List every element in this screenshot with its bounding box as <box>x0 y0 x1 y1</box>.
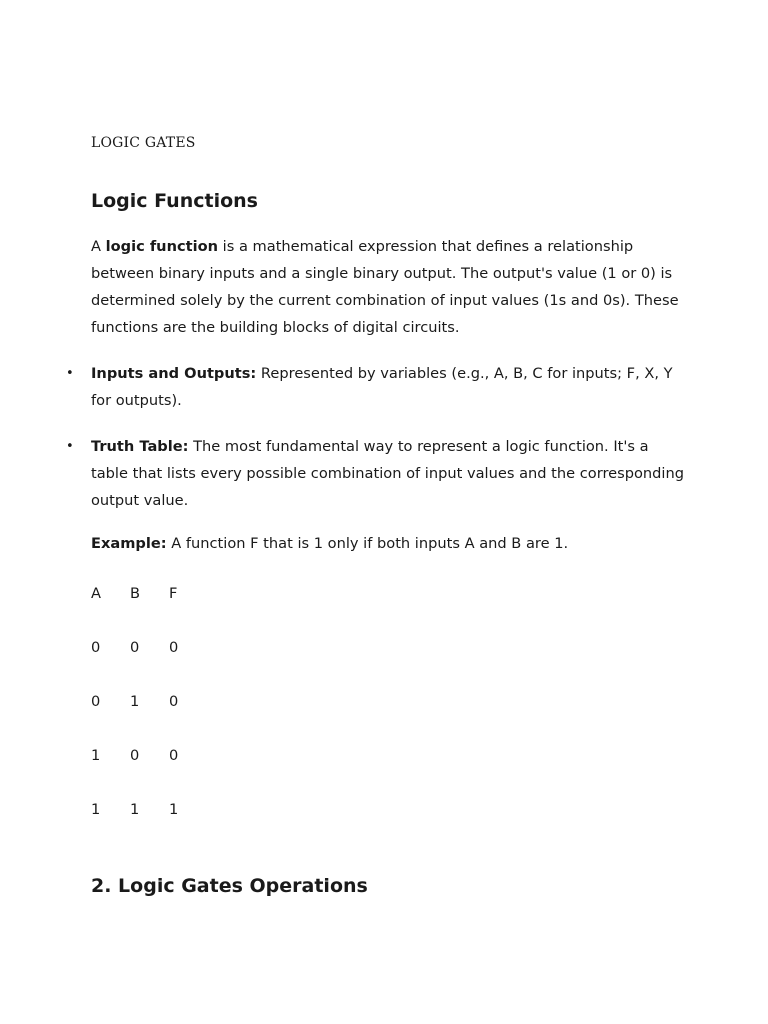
table-row <box>91 639 208 693</box>
bullet-inputs-outputs <box>66 360 689 414</box>
bullet-label: Inputs and Outputs: <box>91 365 257 382</box>
truth-table <box>91 585 208 855</box>
document-header: LOGIC GATES <box>91 135 196 151</box>
bullet-text: Represented by variables (e.g., A, B, C for inputs; F, X, Y for outputs). <box>91 365 673 409</box>
table-cell: 0 <box>130 747 140 764</box>
bullet-marker: • <box>66 366 74 381</box>
intro-prefix: A <box>91 238 106 255</box>
intro-rest: is a mathematical expression that defines a relationship between binary inputs and a single binary output. The output's value (1 or 0) is determined solely by the current combination of input values (1s and 0s). These functions are the building blocks of digital circuits. <box>91 238 679 336</box>
table-cell: 0 <box>91 693 101 710</box>
bullet-truth-table <box>66 433 689 514</box>
section-title: Logic Functions <box>91 190 258 212</box>
table-row <box>91 801 208 855</box>
next-section-title: 2. Logic Gates Operations <box>91 875 368 897</box>
table-row <box>91 747 208 801</box>
table-row <box>91 693 208 747</box>
example-text: A function F that is 1 only if both inputs A and B are 1. <box>166 535 569 552</box>
table-cell: 1 <box>130 801 140 818</box>
table-cell: 0 <box>169 639 179 656</box>
column-header-a: A <box>91 585 101 602</box>
intro-bold-term: logic function <box>105 238 219 255</box>
bullet-text: The most fundamental way to represent a logic function. It's a table that lists every possible combination of input values and the corresponding output value. <box>91 438 684 509</box>
intro-paragraph <box>91 233 689 341</box>
table-cell: 0 <box>130 639 140 656</box>
bullet-marker: • <box>66 439 74 454</box>
example-paragraph <box>91 530 689 557</box>
table-cell: 0 <box>169 693 179 710</box>
truth-table-header-row <box>91 585 208 639</box>
column-header-b: B <box>130 585 141 602</box>
bullet-label: Truth Table: <box>91 438 189 455</box>
table-cell: 0 <box>91 639 101 656</box>
table-cell: 1 <box>91 801 101 818</box>
table-cell: 0 <box>169 747 179 764</box>
table-cell: 1 <box>169 801 179 818</box>
table-cell: 1 <box>130 693 140 710</box>
table-cell: 1 <box>91 747 101 764</box>
column-header-f: F <box>169 585 178 602</box>
example-label: Example: <box>91 535 167 552</box>
